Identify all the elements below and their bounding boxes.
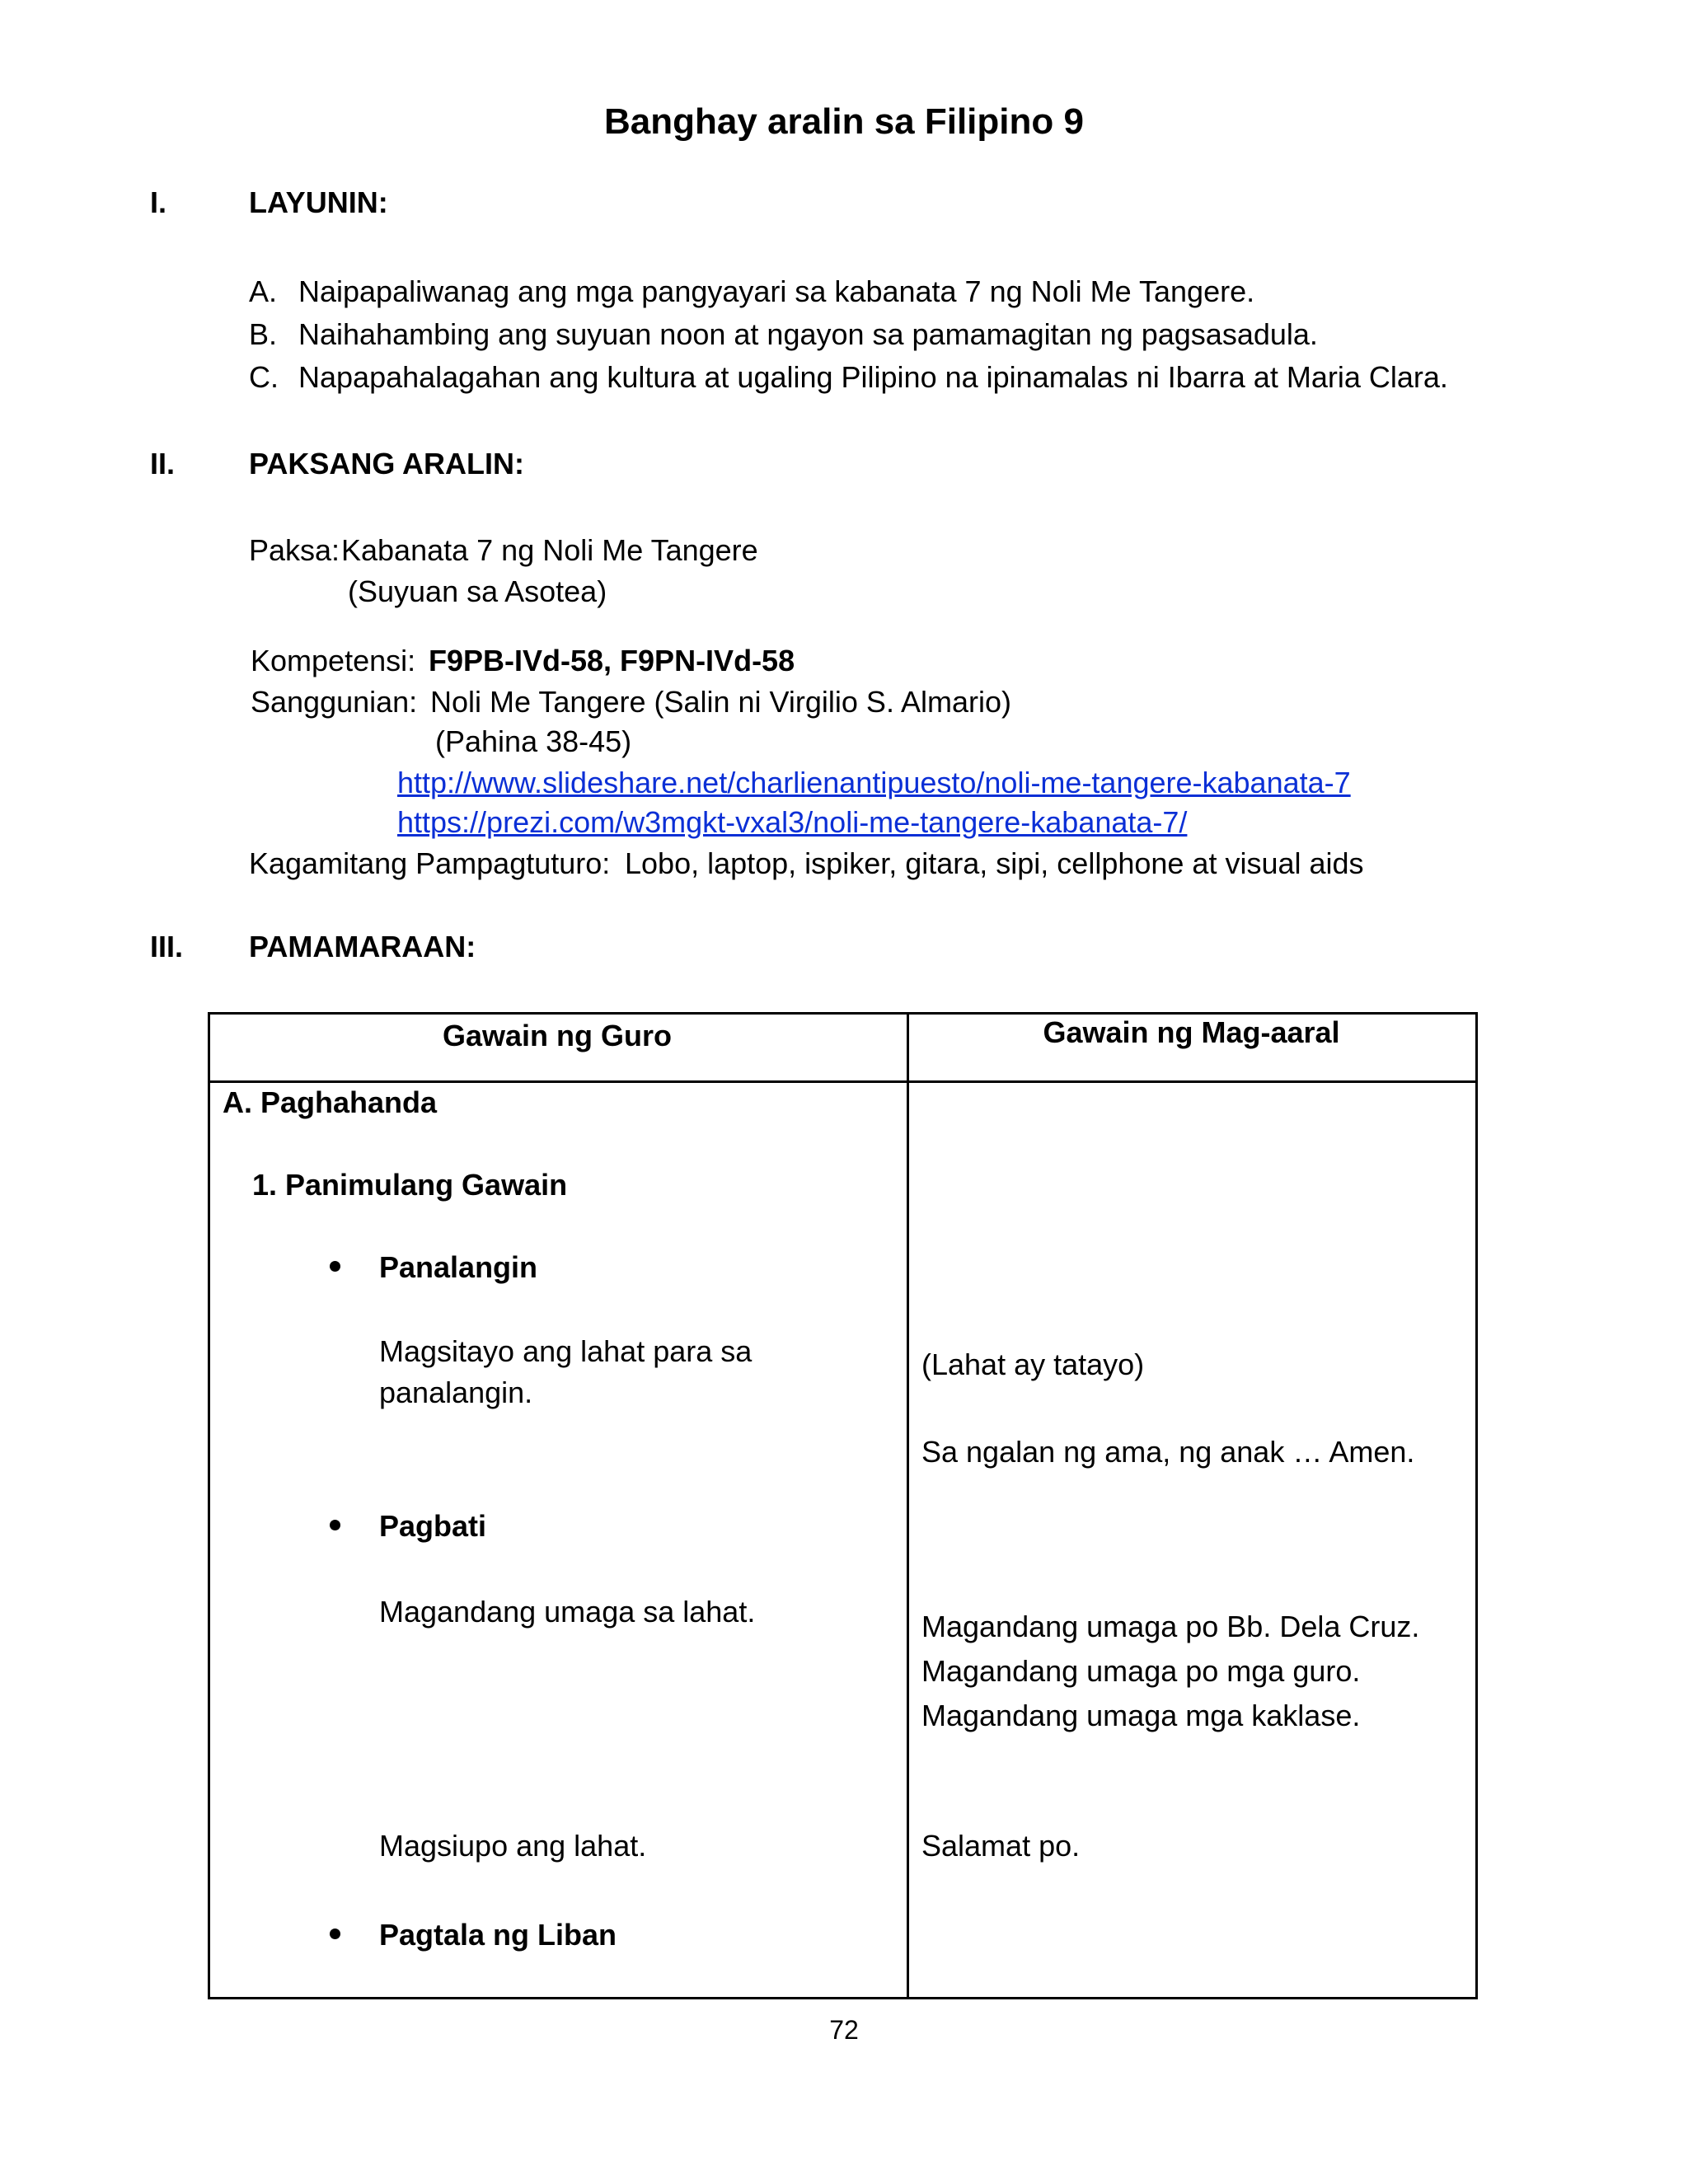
- paksa-value: Kabanata 7 ng Noli Me Tangere: [341, 533, 758, 567]
- magaaral-greet-1: Magandang umaga po Bb. Dela Cruz.: [921, 1610, 1420, 1643]
- section-numeral-3: III.: [150, 930, 184, 963]
- section-numeral-1: I.: [150, 185, 167, 219]
- guro-subsection-panimulang-gawain: 1. Panimulang Gawain: [252, 1168, 568, 1202]
- section-heading-paksang-aralin: PAKSANG ARALIN:: [249, 447, 524, 480]
- magaaral-amen: Sa ngalan ng ama, ng anak … Amen.: [921, 1435, 1415, 1469]
- reference-link-prezi[interactable]: https://prezi.com/w3mgkt-vxal3/noli-me-tangere-kabanata-7/: [397, 805, 1188, 839]
- magaaral-greet-2: Magandang umaga po mga guro.: [921, 1654, 1361, 1688]
- section-heading-pamamaraan: PAMAMARAAN:: [249, 930, 476, 963]
- guro-panalangin-text-1: Magsitayo ang lahat para sa: [379, 1334, 753, 1368]
- bullet-pagtala-ng-liban: [330, 1929, 340, 1939]
- section-heading-layunin: LAYUNIN:: [249, 185, 388, 219]
- magaaral-tatayo: (Lahat ay tatayo): [921, 1347, 1145, 1381]
- table-header-magaaral: Gawain ng Mag-aaral: [1043, 1015, 1340, 1049]
- section-numeral-2: II.: [150, 447, 176, 480]
- bullet-pagbati: [330, 1520, 340, 1530]
- magaaral-greet-3: Magandang umaga mga kaklase.: [921, 1699, 1361, 1732]
- sanggunian-pages: (Pahina 38-45): [435, 724, 632, 758]
- guro-bullet-panalangin: Panalangin: [379, 1250, 538, 1284]
- objective-text-a: Naipapaliwanag ang mga pangyayari sa kabanata 7 ng Noli Me Tangere.: [298, 274, 1255, 308]
- kompetensi-value: F9PB-IVd-58, F9PN-IVd-58: [429, 644, 795, 677]
- table-header-guro: Gawain ng Guro: [442, 1019, 672, 1052]
- page-number: 72: [829, 2015, 859, 2045]
- objective-text-b: Naihahambing ang suyuan noon at ngayon sa pamamagitan ng pagsasadula.: [298, 317, 1318, 351]
- guro-bullet-pagtala-ng-liban: Pagtala ng Liban: [379, 1918, 617, 1952]
- guro-panalangin-text-2: panalangin.: [379, 1376, 533, 1409]
- table-column-divider: [907, 1015, 909, 1997]
- kagamitan-value: Lobo, laptop, ispiker, gitara, sipi, cellphone at visual aids: [625, 846, 1364, 880]
- guro-bullet-pagbati: Pagbati: [379, 1509, 487, 1543]
- sanggunian-label: Sanggunian:: [251, 685, 418, 719]
- objective-letter-c: C.: [249, 360, 279, 394]
- paksa-sub: (Suyuan sa Asotea): [348, 574, 607, 608]
- magaaral-salamat: Salamat po.: [921, 1829, 1081, 1863]
- objective-text-c: Napapahalagahan ang kultura at ugaling Pilipino na ipinamalas ni Ibarra at Maria Clara.: [298, 360, 1448, 394]
- table-header-divider: [210, 1080, 1475, 1083]
- guro-magsiupo-text: Magsiupo ang lahat.: [379, 1829, 647, 1863]
- guro-pagbati-text: Magandang umaga sa lahat.: [379, 1595, 756, 1629]
- objective-letter-a: A.: [249, 274, 278, 308]
- guro-section-paghahanda: A. Paghahanda: [223, 1085, 438, 1119]
- kompetensi-label: Kompetensi:: [251, 644, 416, 677]
- bullet-panalangin: [330, 1261, 340, 1272]
- sanggunian-value: Noli Me Tangere (Salin ni Virgilio S. Almario): [430, 685, 1011, 719]
- kagamitan-label: Kagamitang Pampagtuturo:: [249, 846, 611, 880]
- page-title: Banghay aralin sa Filipino 9: [604, 101, 1084, 142]
- paksa-label: Paksa:: [249, 533, 340, 567]
- objective-letter-b: B.: [249, 317, 278, 351]
- reference-link-slideshare[interactable]: http://www.slideshare.net/charlienantipuesto/noli-me-tangere-kabanata-7: [397, 766, 1351, 799]
